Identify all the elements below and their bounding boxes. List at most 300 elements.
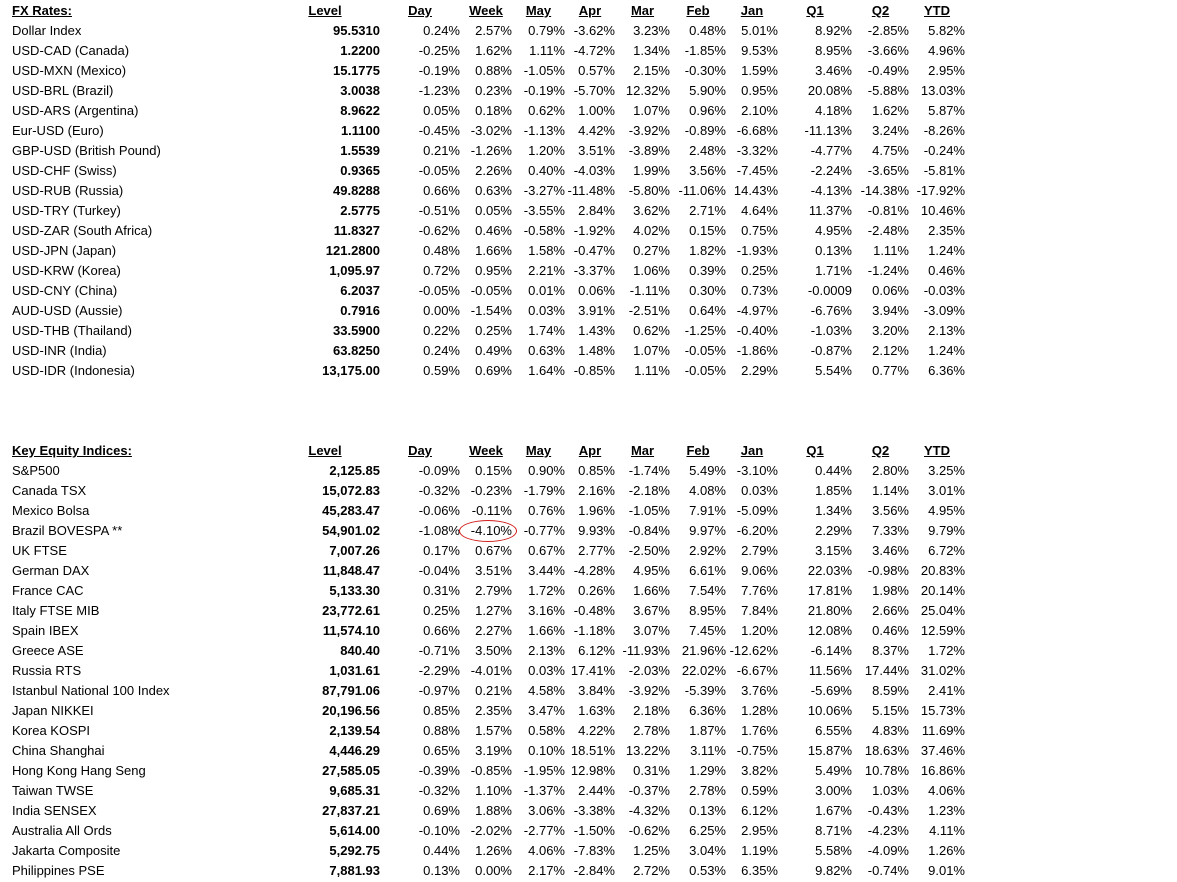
value-cell: -2.29% — [418, 663, 460, 678]
value-cell: 2.77% — [578, 543, 615, 558]
value-cell: 25.04% — [920, 603, 965, 618]
value-cell: 1.11% — [529, 43, 565, 58]
value-cell: -0.05% — [418, 283, 460, 298]
value-cell: 11.37% — [808, 203, 852, 218]
value-cell: 2.26% — [475, 163, 512, 178]
value-cell: 2.44% — [578, 783, 615, 798]
value-cell: 1.26% — [475, 843, 512, 858]
value-cell: -4.77% — [810, 143, 852, 158]
table-row — [0, 41, 965, 61]
value-cell: 0.66% — [423, 623, 460, 638]
level-cell: 0.7916 — [340, 303, 380, 318]
value-cell: 2.41% — [928, 683, 965, 698]
value-cell: 13.03% — [920, 83, 965, 98]
value-cell: -0.45% — [418, 123, 460, 138]
value-cell: 6.36% — [928, 363, 965, 378]
value-cell: -1.95% — [523, 763, 565, 778]
value-cell: 3.67% — [633, 603, 670, 618]
value-cell: 15.73% — [920, 703, 965, 718]
value-cell: 14.43% — [733, 183, 778, 198]
column-header: Feb — [686, 443, 710, 458]
value-cell: 1.11% — [634, 363, 670, 378]
value-cell: 3.07% — [633, 623, 670, 638]
row-name: USD-MXN (Mexico) — [12, 63, 127, 78]
value-cell: 3.62% — [633, 203, 670, 218]
level-cell: 8.9622 — [340, 103, 380, 118]
row-name: USD-RUB (Russia) — [12, 183, 124, 198]
value-cell: 5.01% — [741, 23, 778, 38]
table-row — [0, 821, 965, 841]
table-row — [0, 621, 965, 641]
value-cell: 3.82% — [741, 763, 778, 778]
row-name: USD-JPN (Japan) — [12, 243, 117, 258]
value-cell: 0.25% — [741, 263, 778, 278]
value-cell: -0.30% — [684, 63, 726, 78]
value-cell: 8.71% — [815, 823, 852, 838]
value-cell: -3.38% — [573, 803, 615, 818]
value-cell: -1.92% — [573, 223, 615, 238]
header-row — [0, 441, 965, 461]
value-cell: 1.24% — [928, 343, 965, 358]
value-cell: 0.24% — [423, 23, 460, 38]
value-cell: 0.10% — [528, 743, 565, 758]
value-cell: 2.16% — [578, 483, 615, 498]
value-cell: 0.39% — [689, 263, 726, 278]
value-cell: -0.10% — [418, 823, 460, 838]
fx-rates-table — [0, 1, 965, 381]
value-cell: 1.57% — [475, 723, 512, 738]
value-cell: -3.92% — [628, 123, 670, 138]
row-name: S&P500 — [12, 463, 60, 478]
column-header: Day — [408, 3, 432, 18]
table-row — [0, 81, 965, 101]
value-cell: -5.39% — [684, 683, 726, 698]
value-cell: 1.99% — [633, 163, 670, 178]
value-cell: 0.00% — [423, 303, 460, 318]
value-cell: -2.48% — [867, 223, 909, 238]
row-name: Japan NIKKEI — [12, 703, 94, 718]
value-cell: -0.24% — [923, 143, 965, 158]
value-cell: 2.27% — [475, 623, 512, 638]
table-row — [0, 21, 965, 41]
value-cell: 0.01% — [528, 283, 565, 298]
value-cell: -11.93% — [622, 643, 670, 658]
value-cell: 0.31% — [633, 763, 670, 778]
level-cell: 2,139.54 — [329, 723, 380, 738]
value-cell: 7.84% — [741, 603, 778, 618]
table-row — [0, 601, 965, 621]
value-cell: 2.72% — [633, 863, 670, 878]
level-cell: 13,175.00 — [322, 363, 380, 378]
table-row — [0, 181, 965, 201]
value-cell: -4.13% — [810, 183, 852, 198]
row-name: Mexico Bolsa — [12, 503, 90, 518]
table-row — [0, 781, 965, 801]
row-name: USD-CAD (Canada) — [12, 43, 130, 58]
level-cell: 63.8250 — [333, 343, 380, 358]
column-header: Week — [469, 3, 503, 18]
value-cell: -3.32% — [736, 143, 778, 158]
value-cell: 0.13% — [423, 863, 460, 878]
column-header: Jan — [740, 3, 764, 18]
header-row — [0, 1, 965, 21]
value-cell: -3.02% — [470, 123, 512, 138]
value-cell: -7.83% — [573, 843, 615, 858]
value-cell: 4.83% — [872, 723, 909, 738]
table-row — [0, 201, 965, 221]
value-cell: -11.06% — [678, 183, 726, 198]
value-cell: -4.32% — [628, 803, 670, 818]
value-cell: -2.50% — [628, 543, 670, 558]
value-cell: 5.90% — [689, 83, 726, 98]
value-cell: 4.95% — [633, 563, 670, 578]
value-cell: 1.66% — [475, 243, 512, 258]
value-cell: 2.13% — [928, 323, 965, 338]
value-cell: 1.11% — [873, 243, 909, 258]
value-cell: 3.15% — [815, 543, 852, 558]
column-header: Mar — [630, 443, 655, 458]
value-cell: 0.59% — [423, 363, 460, 378]
table-row — [0, 61, 965, 81]
value-cell: -6.68% — [736, 123, 778, 138]
table-row — [0, 501, 965, 521]
value-cell: 20.14% — [920, 583, 965, 598]
value-cell: -3.09% — [923, 303, 965, 318]
value-cell: 2.17% — [528, 863, 565, 878]
value-cell: -0.03% — [923, 283, 965, 298]
value-cell: -1.24% — [867, 263, 909, 278]
value-cell: 1.85% — [815, 483, 852, 498]
value-cell: -2.51% — [628, 303, 670, 318]
level-cell: 2,125.85 — [329, 463, 380, 478]
value-cell: -2.77% — [523, 823, 565, 838]
level-cell: 2.5775 — [340, 203, 380, 218]
value-cell: 4.95% — [928, 503, 965, 518]
value-cell: -1.85% — [684, 43, 726, 58]
level-cell: 121.2800 — [325, 243, 380, 258]
value-cell: 37.46% — [920, 743, 965, 758]
row-name: USD-KRW (Korea) — [12, 263, 121, 278]
row-name: Canada TSX — [12, 483, 87, 498]
value-cell: 0.79% — [528, 23, 565, 38]
value-cell: 5.49% — [689, 463, 726, 478]
value-cell: 1.27% — [475, 603, 512, 618]
value-cell: 3.94% — [872, 303, 909, 318]
value-cell: 2.18% — [633, 703, 670, 718]
value-cell: 0.21% — [423, 143, 460, 158]
value-cell: 10.06% — [807, 703, 852, 718]
value-cell: 2.95% — [928, 63, 965, 78]
value-cell: 3.23% — [633, 23, 670, 38]
value-cell: 0.23% — [475, 83, 512, 98]
value-cell: 3.01% — [928, 483, 965, 498]
level-cell: 1.2200 — [340, 43, 380, 58]
value-cell: 1.00% — [578, 103, 615, 118]
value-cell: 1.66% — [528, 623, 565, 638]
value-cell: 13.22% — [625, 743, 670, 758]
value-cell: 0.03% — [528, 663, 565, 678]
value-cell: -0.37% — [628, 783, 670, 798]
value-cell: -5.80% — [628, 183, 670, 198]
value-cell: 4.75% — [872, 143, 909, 158]
value-cell: 21.96% — [681, 643, 726, 658]
value-cell: -0.05% — [684, 363, 726, 378]
value-cell: 2.29% — [815, 523, 852, 538]
value-cell: 1.26% — [928, 843, 965, 858]
value-cell: -0.32% — [418, 483, 460, 498]
value-cell: -4.97% — [736, 303, 778, 318]
level-cell: 7,881.93 — [329, 863, 380, 878]
value-cell: -2.02% — [470, 823, 512, 838]
table-row — [0, 761, 965, 781]
value-cell: -6.20% — [736, 523, 778, 538]
value-cell: -1.74% — [628, 463, 670, 478]
value-cell: 9.97% — [689, 523, 726, 538]
value-cell: -0.85% — [573, 363, 615, 378]
value-cell: 0.57% — [578, 63, 615, 78]
value-cell: 3.06% — [528, 803, 565, 818]
value-cell: 0.63% — [475, 183, 512, 198]
table-row — [0, 541, 965, 561]
value-cell: -1.93% — [736, 243, 778, 258]
value-cell: 0.90% — [528, 463, 565, 478]
row-name: Brazil BOVESPA ** — [12, 523, 123, 538]
value-cell: 0.53% — [689, 863, 726, 878]
column-header: Level — [308, 443, 342, 458]
row-name: Greece ASE — [12, 643, 84, 658]
row-name: Korea KOSPI — [12, 723, 91, 738]
level-cell: 11.8327 — [333, 223, 380, 238]
value-cell: 17.44% — [864, 663, 909, 678]
value-cell: 0.72% — [423, 263, 460, 278]
value-cell: 20.08% — [807, 83, 852, 98]
value-cell: 1.06% — [633, 263, 670, 278]
row-name: India SENSEX — [12, 803, 97, 818]
row-name: USD-CNY (China) — [12, 283, 118, 298]
value-cell: 0.63% — [528, 343, 565, 358]
value-cell: 7.91% — [689, 503, 726, 518]
value-cell: 0.69% — [423, 803, 460, 818]
value-cell: 0.00% — [475, 863, 512, 878]
value-cell: 9.79% — [928, 523, 965, 538]
level-cell: 27,837.21 — [322, 803, 380, 818]
value-cell: 0.75% — [741, 223, 778, 238]
value-cell: 7.54% — [689, 583, 726, 598]
value-cell: 20.83% — [920, 563, 965, 578]
value-cell: 1.20% — [741, 623, 778, 638]
value-cell: -2.03% — [628, 663, 670, 678]
section-title: FX Rates: — [12, 3, 72, 18]
value-cell: -0.25% — [418, 43, 460, 58]
table-row — [0, 101, 965, 121]
value-cell: -1.25% — [684, 323, 726, 338]
row-name: Spain IBEX — [12, 623, 79, 638]
value-cell: 3.76% — [741, 683, 778, 698]
value-cell: 0.44% — [423, 843, 460, 858]
value-cell: -1.23% — [418, 83, 460, 98]
value-cell: -4.72% — [573, 43, 615, 58]
level-cell: 11,574.10 — [322, 623, 380, 638]
value-cell: 0.17% — [423, 543, 460, 558]
value-cell: -2.84% — [573, 863, 615, 878]
value-cell: 1.72% — [928, 643, 965, 658]
table-row — [0, 841, 965, 861]
table-row — [0, 481, 965, 501]
column-header: Feb — [686, 3, 710, 18]
value-cell: -3.62% — [573, 23, 615, 38]
value-cell: -2.24% — [810, 163, 852, 178]
value-cell: 2.80% — [872, 463, 909, 478]
value-cell: -1.79% — [523, 483, 565, 498]
value-cell: 1.29% — [689, 763, 726, 778]
table-row — [0, 361, 965, 381]
value-cell: 2.92% — [689, 543, 726, 558]
value-cell: 12.59% — [920, 623, 965, 638]
row-name: USD-BRL (Brazil) — [12, 83, 114, 98]
value-cell: -1.50% — [573, 823, 615, 838]
value-cell: 6.36% — [689, 703, 726, 718]
value-cell: -0.81% — [867, 203, 909, 218]
value-cell: 0.59% — [741, 783, 778, 798]
value-cell: 1.62% — [475, 43, 512, 58]
value-cell: 9.93% — [578, 523, 615, 538]
value-cell: 1.63% — [578, 703, 615, 718]
value-cell: -4.01% — [470, 663, 512, 678]
row-name: USD-TRY (Turkey) — [12, 203, 121, 218]
value-cell: 0.46% — [475, 223, 512, 238]
value-cell: 5.49% — [815, 763, 852, 778]
value-cell: 0.46% — [928, 263, 965, 278]
value-cell: 6.55% — [815, 723, 852, 738]
value-cell: -3.92% — [628, 683, 670, 698]
level-cell: 95.5310 — [333, 23, 380, 38]
value-cell: 2.79% — [741, 543, 778, 558]
equity-indices-table — [0, 441, 965, 881]
value-cell: 8.95% — [815, 43, 852, 58]
value-cell: 17.81% — [807, 583, 852, 598]
value-cell: 3.46% — [872, 543, 909, 558]
value-cell: -0.06% — [418, 503, 460, 518]
value-cell: 2.21% — [528, 263, 565, 278]
value-cell: 8.37% — [872, 643, 909, 658]
value-cell: -0.11% — [471, 503, 512, 518]
table-row — [0, 701, 965, 721]
value-cell: 6.61% — [689, 563, 726, 578]
value-cell: 7.45% — [689, 623, 726, 638]
value-cell: 0.67% — [475, 543, 512, 558]
value-cell: 0.15% — [689, 223, 726, 238]
level-cell: 7,007.26 — [329, 543, 380, 558]
column-header: Q1 — [806, 3, 824, 18]
row-name: USD-INR (India) — [12, 343, 107, 358]
value-cell: 22.02% — [681, 663, 726, 678]
value-cell: -0.40% — [736, 323, 778, 338]
value-cell: -0.89% — [684, 123, 726, 138]
value-cell: 2.78% — [633, 723, 670, 738]
row-name: Russia RTS — [12, 663, 82, 678]
row-name: Taiwan TWSE — [12, 783, 94, 798]
value-cell: 4.64% — [741, 203, 778, 218]
value-cell: 6.72% — [928, 543, 965, 558]
value-cell: 0.85% — [423, 703, 460, 718]
column-header: Jan — [740, 443, 764, 458]
value-cell: 31.02% — [920, 663, 965, 678]
value-cell: 4.42% — [578, 123, 615, 138]
row-name: USD-ARS (Argentina) — [12, 103, 139, 118]
value-cell: 0.65% — [423, 743, 460, 758]
table-row — [0, 461, 965, 481]
value-cell: -3.89% — [628, 143, 670, 158]
value-cell: 1.48% — [578, 343, 615, 358]
value-cell: -6.67% — [736, 663, 778, 678]
column-header: May — [525, 443, 552, 458]
value-cell: 11.69% — [921, 723, 965, 738]
value-cell: 0.06% — [872, 283, 909, 298]
table-row — [0, 141, 965, 161]
value-cell: -5.81% — [923, 163, 965, 178]
value-cell: 4.58% — [528, 683, 565, 698]
value-cell: 0.44% — [815, 463, 852, 478]
value-cell: -1.13% — [523, 123, 565, 138]
value-cell: 10.46% — [920, 203, 965, 218]
value-cell: 0.48% — [689, 23, 726, 38]
value-cell: 0.62% — [633, 323, 670, 338]
value-cell: 3.56% — [872, 503, 909, 518]
value-cell: 1.71% — [815, 263, 852, 278]
column-header: Q1 — [806, 443, 824, 458]
value-cell: -3.55% — [523, 203, 565, 218]
value-cell: 9.82% — [815, 863, 852, 878]
table-row — [0, 261, 965, 281]
value-cell: -3.10% — [736, 463, 778, 478]
value-cell: 4.18% — [815, 103, 852, 118]
value-cell: -14.38% — [860, 183, 909, 198]
value-cell: 0.73% — [741, 283, 778, 298]
row-name: France CAC — [12, 583, 84, 598]
value-cell: 0.13% — [689, 803, 726, 818]
value-cell: -8.26% — [923, 123, 965, 138]
row-name: USD-CHF (Swiss) — [12, 163, 117, 178]
level-cell: 5,292.75 — [329, 843, 380, 858]
value-cell: 3.24% — [872, 123, 909, 138]
value-cell: 1.98% — [872, 583, 909, 598]
value-cell: 15.87% — [807, 743, 852, 758]
value-cell: 2.35% — [928, 223, 965, 238]
value-cell: 3.20% — [872, 323, 909, 338]
value-cell: 1.20% — [528, 143, 565, 158]
column-header: Day — [408, 443, 432, 458]
value-cell: 8.95% — [689, 603, 726, 618]
table-row — [0, 161, 965, 181]
value-cell: 4.11% — [929, 823, 965, 838]
value-cell: 5.82% — [928, 23, 965, 38]
value-cell: 18.63% — [864, 743, 909, 758]
level-cell: 20,196.56 — [322, 703, 380, 718]
value-cell: 3.19% — [475, 743, 512, 758]
value-cell: 3.56% — [689, 163, 726, 178]
value-cell: 1.34% — [633, 43, 670, 58]
level-cell: 33.5900 — [333, 323, 380, 338]
value-cell: -6.76% — [810, 303, 852, 318]
highlight-circle — [459, 520, 517, 542]
value-cell: -4.28% — [573, 563, 615, 578]
value-cell: -0.43% — [867, 803, 909, 818]
value-cell: 3.47% — [528, 703, 565, 718]
value-cell: -0.05% — [684, 343, 726, 358]
value-cell: 0.95% — [475, 263, 512, 278]
value-cell: -7.45% — [736, 163, 778, 178]
value-cell: 4.06% — [928, 783, 965, 798]
